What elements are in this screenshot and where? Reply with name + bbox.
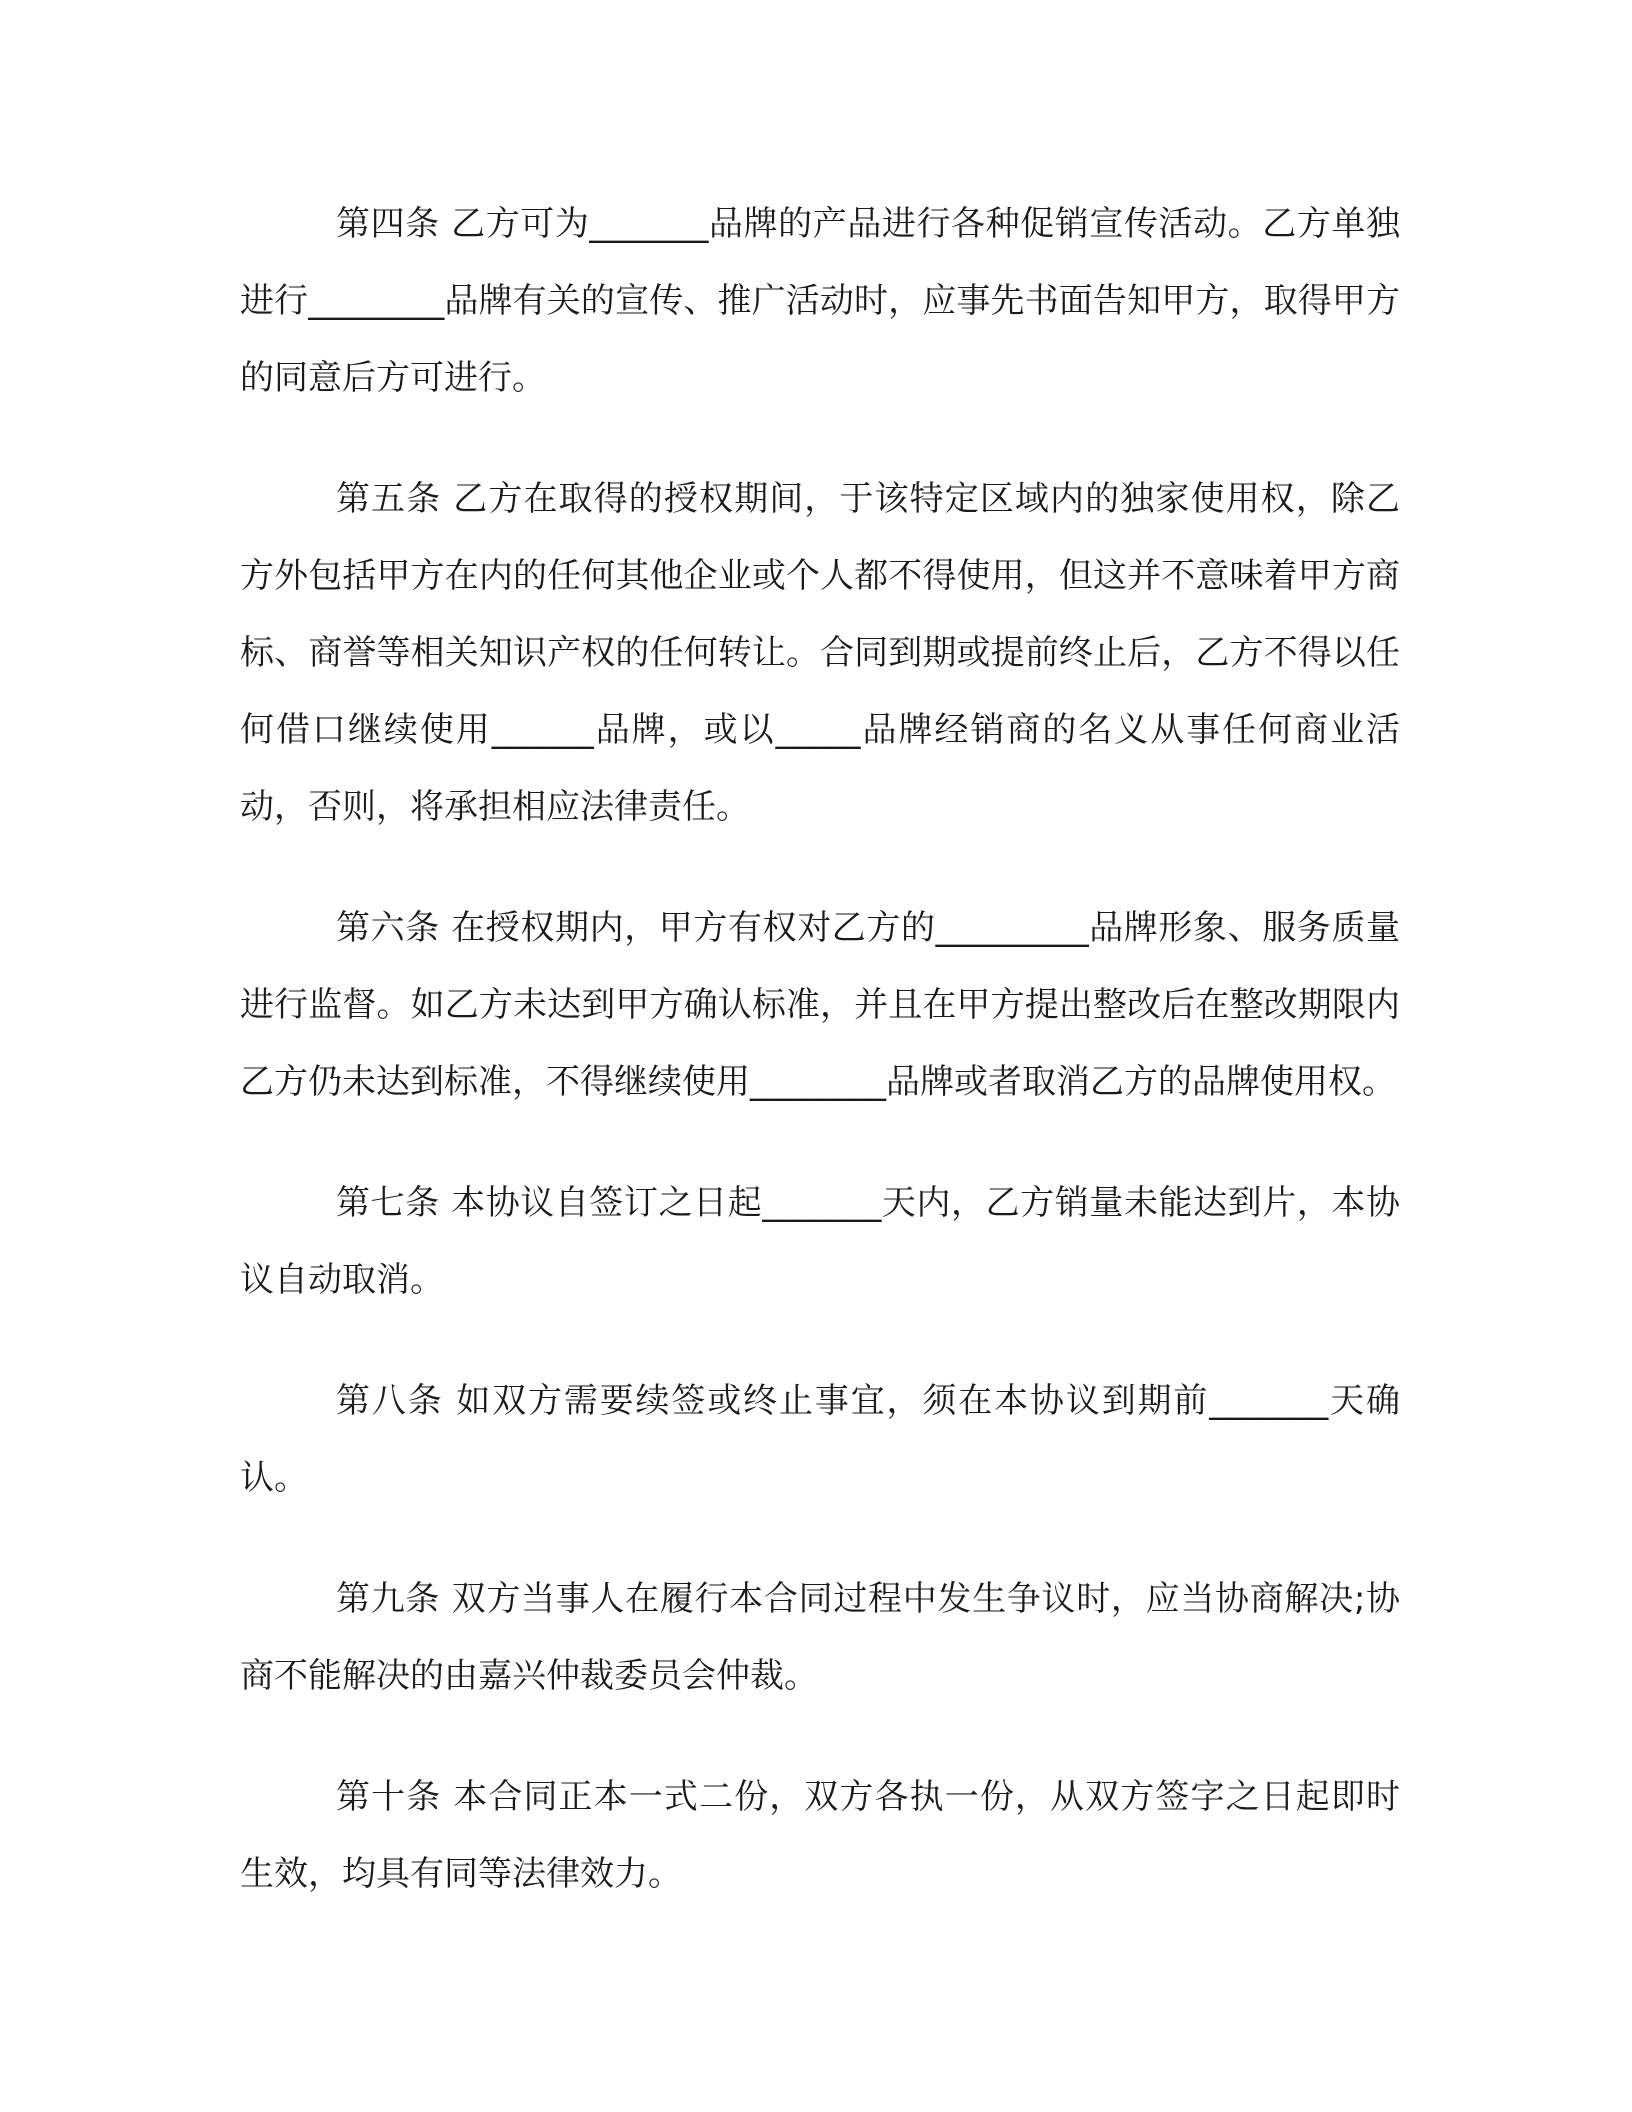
clause-4: 第四条 乙方可为_______品牌的产品进行各种促销宣传活动。乙方单独进行________品牌有关的宣传、推广活动时，应事先书面告知甲方，取得甲方的同意后方可进行。 [240,204,1400,398]
clause-7: 第七条 本协议自签订之日起_______天内，乙方销量未能达到片，本协议自动取消。 [240,1183,1400,1300]
clause-8: 第八条 如双方需要续签或终止事宜，须在本协议到期前_______天确认。 [240,1381,1400,1498]
clause-6: 第六条 在授权期内，甲方有权对乙方的_________品牌形象、服务质量进行监督。如乙方未达到甲方确认标准，并且在甲方提出整改后在整改期限内乙方仍未达到标准，不得继续使用________品牌或者取消乙方的品牌使用权。 [240,908,1400,1102]
clause-9: 第九条 双方当事人在履行本合同过程中发生争议时，应当协商解决;协商不能解决的由嘉兴仲裁委员会仲裁。 [240,1579,1400,1696]
document-body [240,186,1400,1957]
clause-5: 第五条 乙方在取得的授权期间，于该特定区域内的独家使用权，除乙方外包括甲方在内的任何其他企业或个人都不得使用，但这并不意味着甲方商标、商誉等相关知识产权的任何转让。合同到期或提前终止后，乙方不得以任何借口继续使用______品牌，或以_____品牌经销商的名义从事任何商业活动，否则，将承担相应法律责任。 [240,479,1400,827]
clause-10: 第十条 本合同正本一式二份，双方各执一份，从双方签字之日起即时生效，均具有同等法律效力。 [240,1777,1400,1894]
